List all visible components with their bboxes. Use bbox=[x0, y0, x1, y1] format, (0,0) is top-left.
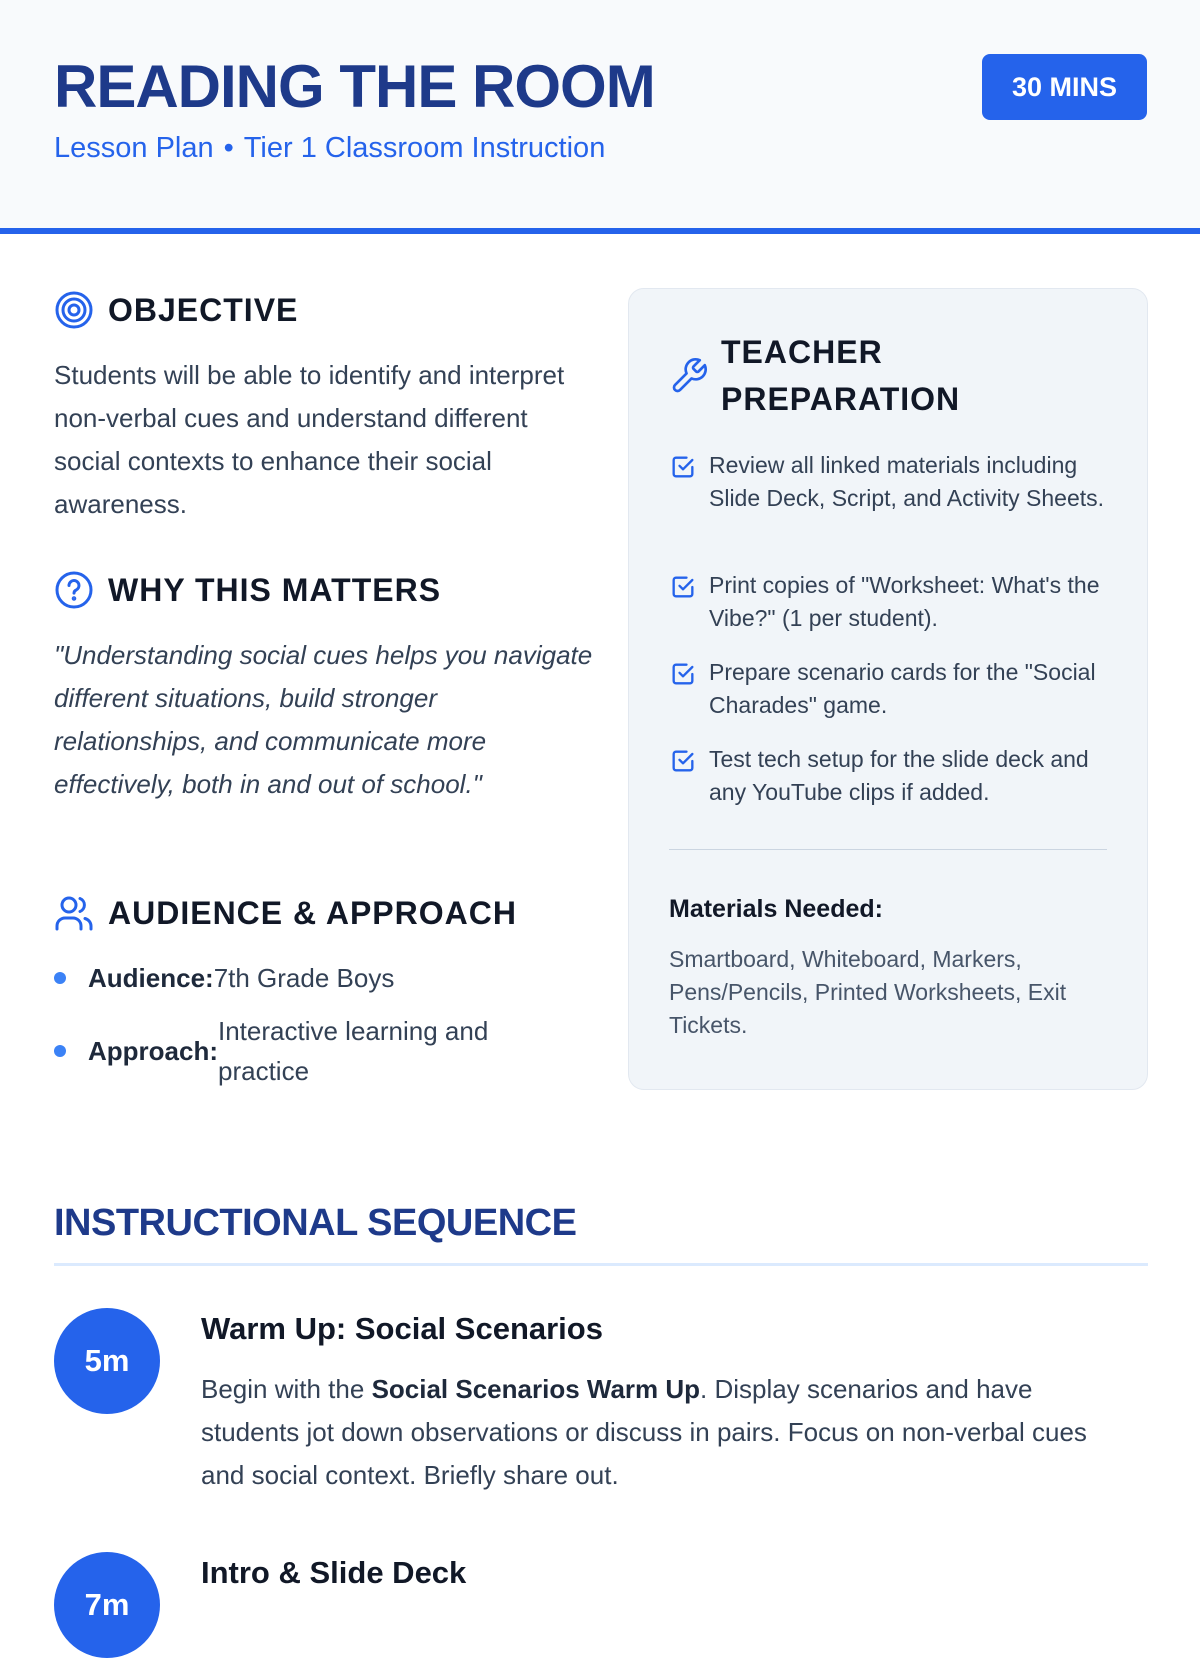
prep-checklist-item bbox=[669, 743, 1109, 809]
why-heading bbox=[54, 570, 441, 610]
why-quote: "Understanding social cues helps you navigate different situations, build stronger relationships, and communicate more effectively, both in and out of school." bbox=[54, 640, 593, 799]
approach-item bbox=[54, 1011, 574, 1091]
target-icon bbox=[54, 290, 94, 330]
why-title: WHY THIS MATTERS bbox=[108, 571, 442, 608]
approach-value: Interactive learning and practice bbox=[218, 1016, 489, 1086]
step-time-badge: 7m bbox=[54, 1552, 160, 1658]
subtitle-separator: • bbox=[223, 132, 234, 164]
audience-label: Audience: bbox=[88, 962, 214, 993]
bullet-dot bbox=[54, 1045, 66, 1057]
question-circle-icon bbox=[54, 570, 94, 610]
prep-item-text: Prepare scenario cards for the "Social Charades" game. bbox=[709, 659, 1096, 718]
checkbox-checked-icon bbox=[669, 453, 697, 481]
page-title: READING THE ROOM bbox=[54, 53, 655, 120]
checkbox-checked-icon bbox=[669, 747, 697, 775]
audience-value: 7th Grade Boys bbox=[213, 963, 395, 993]
prep-heading bbox=[669, 329, 1001, 423]
step-desc-emphasis: Social Scenarios Warm Up bbox=[371, 1374, 701, 1404]
page-subtitle bbox=[54, 132, 605, 165]
bullet-dot bbox=[54, 972, 66, 984]
step-title: Warm Up: Social Scenarios bbox=[201, 1311, 603, 1346]
prep-item-text: Test tech setup for the slide deck and any YouTube clips if added. bbox=[709, 746, 1089, 805]
users-icon bbox=[54, 893, 94, 933]
step-title: Intro & Slide Deck bbox=[201, 1555, 467, 1590]
approach-label: Approach: bbox=[88, 1035, 218, 1066]
objective-heading bbox=[54, 290, 298, 330]
prep-checklist-item bbox=[669, 449, 1109, 515]
duration-badge: 30 MINS bbox=[982, 54, 1147, 120]
step-time-badge: 5m bbox=[54, 1308, 160, 1414]
prep-item-text: Review all linked materials including Slide Deck, Script, and Activity Sheets. bbox=[709, 452, 1105, 511]
wrench-icon bbox=[669, 356, 709, 396]
prep-divider bbox=[669, 849, 1107, 850]
objective-title: OBJECTIVE bbox=[108, 291, 299, 328]
prep-checklist-item bbox=[669, 656, 1109, 722]
materials-text: Smartboard, Whiteboard, Markers, Pens/Pencils, Printed Worksheets, Exit Tickets. bbox=[669, 946, 1067, 1038]
audience-title: AUDIENCE & APPROACH bbox=[108, 894, 517, 931]
checkbox-checked-icon bbox=[669, 660, 697, 688]
lesson-header bbox=[0, 0, 1200, 234]
prep-item-text: Print copies of "Worksheet: What's the Vibe?" (1 per student). bbox=[709, 572, 1100, 631]
materials-label: Materials Needed: bbox=[669, 895, 883, 923]
teacher-prep-panel bbox=[628, 288, 1148, 1090]
step-description bbox=[201, 1368, 1131, 1497]
subtitle-lesson-plan: Lesson Plan bbox=[54, 132, 214, 164]
step-desc-text: . Display scenarios and have students jot down observations or discuss in pairs. Focus on non-verbal cues and social context. Briefly share out. bbox=[201, 1374, 1087, 1490]
subtitle-tier: Tier 1 Classroom Instruction bbox=[243, 132, 606, 164]
objective-text: Students will be able to identify and interpret non-verbal cues and understand different social contexts to enhance their social awareness. bbox=[54, 360, 565, 519]
audience-heading bbox=[54, 893, 517, 933]
checkbox-checked-icon bbox=[669, 573, 697, 601]
prep-checklist-item bbox=[669, 569, 1109, 635]
audience-item bbox=[54, 958, 394, 998]
step-desc-text: Begin with the bbox=[201, 1374, 372, 1404]
prep-title: TEACHER PREPARATION bbox=[721, 334, 961, 417]
sequence-divider bbox=[54, 1263, 1148, 1266]
sequence-title: INSTRUCTIONAL SEQUENCE bbox=[54, 1202, 577, 1244]
